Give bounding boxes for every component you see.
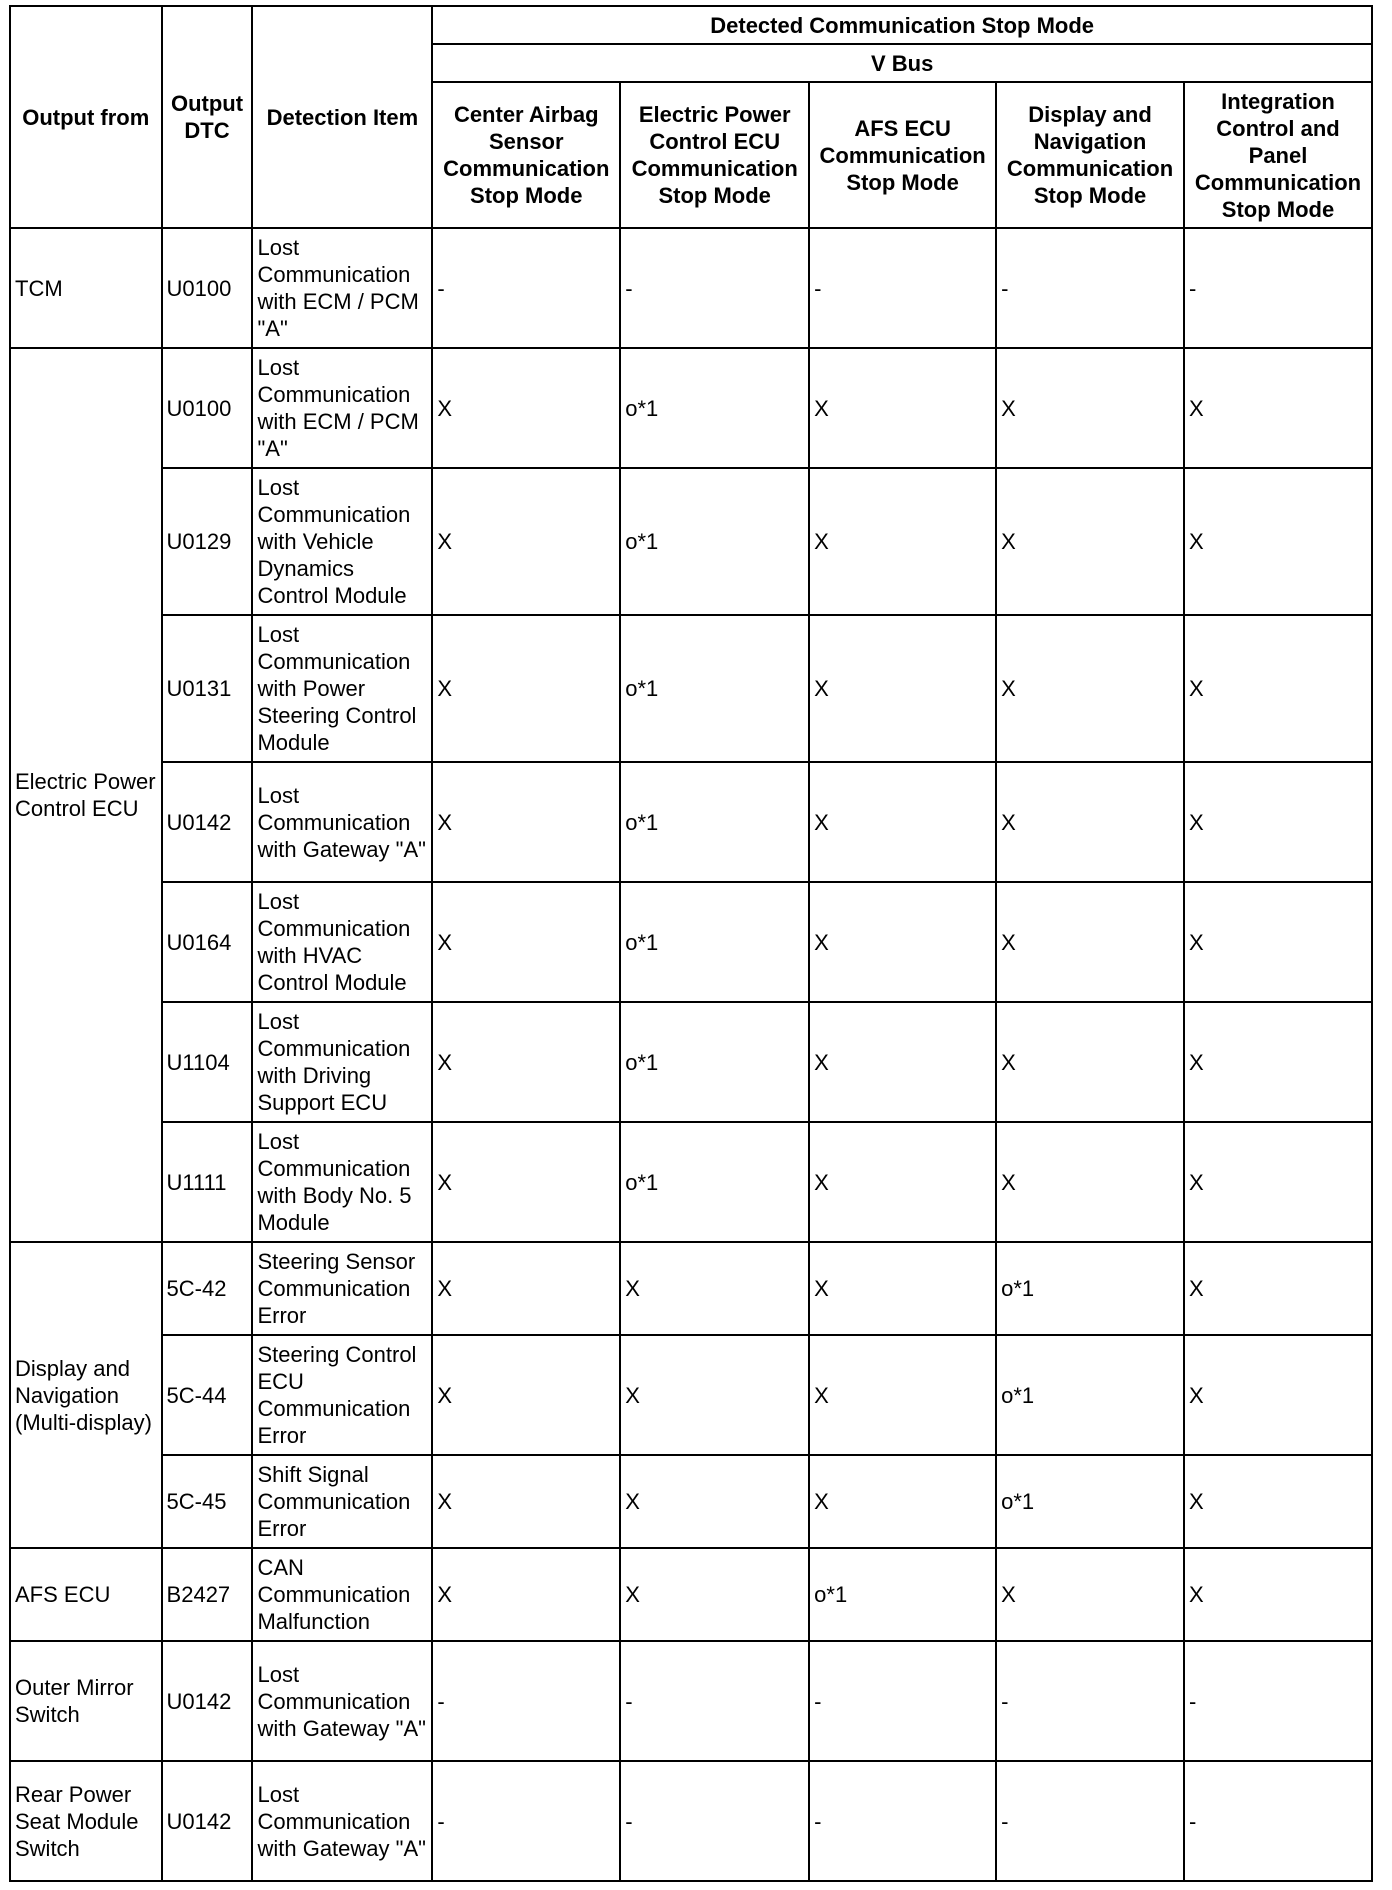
value-cell: - [620,228,809,348]
value-cell: X [809,1455,996,1548]
value-cell: X [1184,615,1372,762]
detection-item-cell: Lost Communication with Gateway "A" [252,762,432,882]
value-cell: X [432,1002,620,1122]
value-cell: X [809,1122,996,1242]
value-cell: X [1184,348,1372,468]
value-cell: X [1184,1335,1372,1455]
value-cell: X [432,1455,620,1548]
detection-item-cell: Lost Communication with Vehicle Dynamics Control Module [252,468,432,615]
output-from-cell: Rear Power Seat Module Switch [10,1761,162,1881]
dtc-cell: B2427 [162,1548,253,1641]
output-from-cell: Display and Navigation (Multi-display) [10,1242,162,1548]
value-cell: X [432,468,620,615]
value-cell: X [432,348,620,468]
table-row [10,228,1372,348]
dtc-cell: U0142 [162,1761,253,1881]
dtc-cell: U0129 [162,468,253,615]
value-cell: - [1184,228,1372,348]
detection-item-cell: Lost Communication with Gateway "A" [252,1761,432,1881]
value-cell: - [996,1641,1184,1761]
value-cell: - [996,228,1184,348]
value-cell: X [996,1122,1184,1242]
value-cell: - [1184,1761,1372,1881]
value-cell: X [1184,1455,1372,1548]
value-cell: o*1 [809,1548,996,1641]
value-cell: X [620,1242,809,1335]
value-cell: o*1 [620,468,809,615]
value-cell: - [809,228,996,348]
dtc-cell: U0131 [162,615,253,762]
table-row [10,1335,1372,1455]
value-cell: o*1 [996,1335,1184,1455]
value-cell: o*1 [996,1455,1184,1548]
detection-item-cell: Shift Signal Communication Error [252,1455,432,1548]
value-cell: o*1 [620,1002,809,1122]
value-cell: X [809,468,996,615]
value-cell: o*1 [620,882,809,1002]
header-center-airbag-sensor: Center Airbag Sensor Communication Stop Mode [432,82,620,228]
value-cell: X [996,348,1184,468]
value-cell: X [432,615,620,762]
value-cell: X [1184,1002,1372,1122]
dtc-cell: 5C-45 [162,1455,253,1548]
value-cell: X [620,1548,809,1641]
detection-item-cell: Steering Sensor Communication Error [252,1242,432,1335]
detection-item-cell: CAN Communication Malfunction [252,1548,432,1641]
header-stop-mode-group: Detected Communication Stop Mode [432,6,1372,44]
dtc-cell: U0100 [162,348,253,468]
value-cell: X [996,1548,1184,1641]
table-row [10,1242,1372,1335]
dtc-cell: U1111 [162,1122,253,1242]
detection-item-cell: Steering Control ECU Communication Error [252,1335,432,1455]
value-cell: X [809,1002,996,1122]
value-cell: - [809,1641,996,1761]
detection-item-cell: Lost Communication with ECM / PCM "A" [252,348,432,468]
header-v-bus: V Bus [432,44,1372,82]
header-output-from: Output from [10,6,162,228]
header-output-dtc: Output DTC [162,6,253,228]
value-cell: X [620,1455,809,1548]
output-from-cell: AFS ECU [10,1548,162,1641]
value-cell: - [432,228,620,348]
value-cell: X [1184,762,1372,882]
value-cell: X [1184,882,1372,1002]
table-row [10,1002,1372,1122]
detection-stop-mode-table [9,5,1373,1882]
value-cell: X [996,468,1184,615]
value-cell: X [1184,1122,1372,1242]
header-detection-item: Detection Item [252,6,432,228]
table-row [10,762,1372,882]
table-row [10,1548,1372,1641]
value-cell: - [1184,1641,1372,1761]
value-cell: X [432,882,620,1002]
value-cell: X [432,1548,620,1641]
table-row [10,615,1372,762]
table-row [10,348,1372,468]
value-cell: X [996,882,1184,1002]
value-cell: X [1184,1548,1372,1641]
dtc-cell: U0100 [162,228,253,348]
value-cell: - [620,1641,809,1761]
output-from-cell: Electric Power Control ECU [10,348,162,1242]
value-cell: - [620,1761,809,1881]
dtc-cell: 5C-44 [162,1335,253,1455]
detection-item-cell: Lost Communication with Driving Support ECU [252,1002,432,1122]
table-row [10,468,1372,615]
header-electric-power-control-ecu: Electric Power Control ECU Communication Stop Mode [620,82,809,228]
dtc-cell: U1104 [162,1002,253,1122]
value-cell: X [432,1335,620,1455]
value-cell: X [996,615,1184,762]
detection-item-cell: Lost Communication with ECM / PCM "A" [252,228,432,348]
output-from-cell: TCM [10,228,162,348]
table-row [10,1455,1372,1548]
detection-item-cell: Lost Communication with HVAC Control Module [252,882,432,1002]
value-cell: X [809,882,996,1002]
table-header [10,6,1372,228]
detection-item-cell: Lost Communication with Power Steering Control Module [252,615,432,762]
value-cell: o*1 [620,762,809,882]
table-row [10,882,1372,1002]
dtc-cell: U0142 [162,762,253,882]
dtc-cell: 5C-42 [162,1242,253,1335]
detection-item-cell: Lost Communication with Body No. 5 Module [252,1122,432,1242]
value-cell: o*1 [620,348,809,468]
value-cell: - [809,1761,996,1881]
header-display-and-navigation: Display and Navigation Communication Stop Mode [996,82,1184,228]
value-cell: X [1184,468,1372,615]
value-cell: X [809,615,996,762]
value-cell: - [996,1761,1184,1881]
value-cell: X [1184,1242,1372,1335]
value-cell: X [620,1335,809,1455]
value-cell: X [809,1335,996,1455]
detection-item-cell: Lost Communication with Gateway "A" [252,1641,432,1761]
table-row [10,1122,1372,1242]
value-cell: - [432,1641,620,1761]
value-cell: X [432,762,620,882]
value-cell: X [809,762,996,882]
value-cell: - [432,1761,620,1881]
value-cell: X [809,348,996,468]
value-cell: X [996,1002,1184,1122]
value-cell: o*1 [620,1122,809,1242]
value-cell: o*1 [996,1242,1184,1335]
output-from-cell: Outer Mirror Switch [10,1641,162,1761]
table-row [10,1761,1372,1881]
value-cell: o*1 [620,615,809,762]
value-cell: X [432,1122,620,1242]
dtc-cell: U0164 [162,882,253,1002]
value-cell: X [432,1242,620,1335]
dtc-cell: U0142 [162,1641,253,1761]
header-afs-ecu: AFS ECU Communication Stop Mode [809,82,996,228]
value-cell: X [996,762,1184,882]
header-integration-control-panel: Integration Control and Panel Communication Stop Mode [1184,82,1372,228]
table-body [10,228,1372,1881]
table-row [10,1641,1372,1761]
value-cell: X [809,1242,996,1335]
